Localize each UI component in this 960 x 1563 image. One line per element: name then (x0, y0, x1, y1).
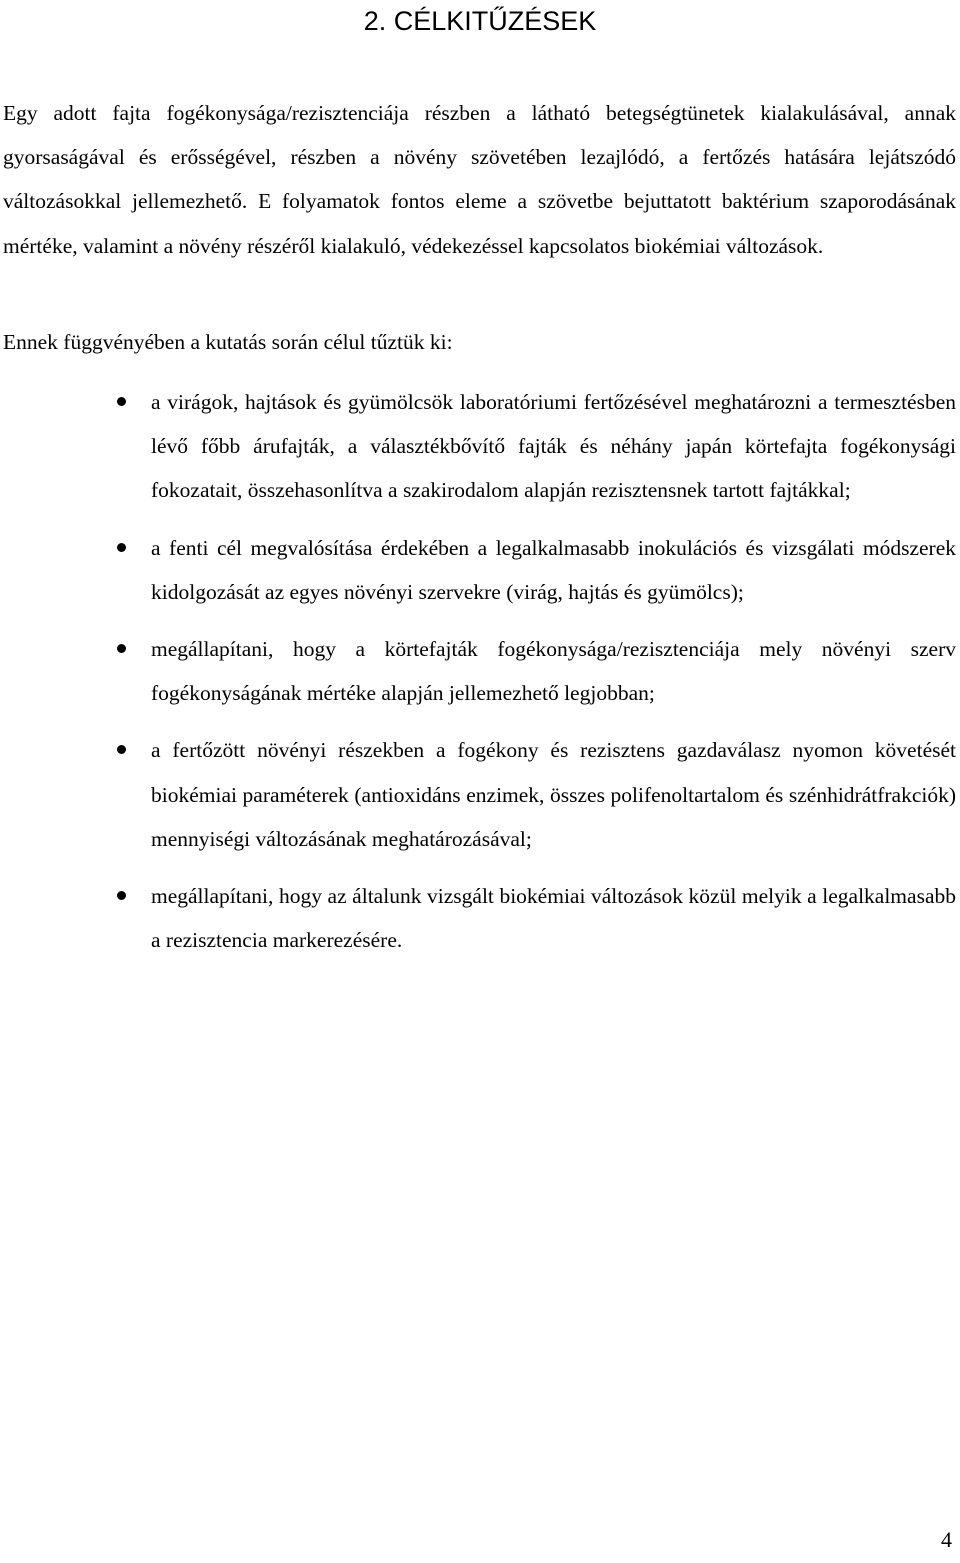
objectives-list (0, 380, 960, 962)
intro-paragraph: Egy adott fajta fogékonysága/rezisztenciája részben a látható betegségtünetek kialakulásával, annak gyorsaságával és erősségével, részben a növény szövetében lezajlódó, a fertőzés hatására lejátszódó változásokkal jellemezhető. E folyamatok fontos eleme a szövetbe bejuttatott baktérium szaporodásának mértéke, valamint a növény részéről kialakuló, védekezéssel kapcsolatos biokémiai változások. (3, 101, 956, 258)
list-item-text: a fertőzött növényi részekben a fogékony és rezisztens gazdaválasz nyomon követését biokémiai paraméterek (antioxidáns enzimek, összes polifenoltartalom és szénhidrátfrakciók) mennyiségi változásának meghatározásával; (151, 738, 956, 851)
bullet-icon (117, 397, 126, 406)
list-item (0, 874, 960, 962)
list-item (0, 728, 960, 861)
bullet-icon (117, 543, 126, 552)
bullet-icon (117, 745, 126, 754)
list-item-text: a virágok, hajtások és gyümölcsök laboratóriumi fertőzésével meghatározni a termesztésben lévő főbb árufajták, a választékbővítő fajták és néhány japán körtefajta fogékonysági fokozatait, összehasonlítva a szakirodalom alapján rezisztensnek tartott fajtákkal; (151, 390, 956, 503)
list-item (0, 627, 960, 715)
list-item-text: a fenti cél megvalósítása érdekében a legalkalmasabb inokulációs és vizsgálati módszerek kidolgozását az egyes növényi szervekre (virág, hajtás és gyümölcs); (151, 535, 956, 604)
bullet-icon (117, 644, 126, 653)
list-item (0, 526, 960, 614)
list-item-text: megállapítani, hogy az általunk vizsgált biokémiai változások közül melyik a legalkalmasabb a rezisztencia markerezésére. (151, 884, 956, 953)
page-number: 4 (941, 1527, 952, 1552)
bullet-icon (117, 891, 126, 900)
section-heading: 2. CÉLKITŰZÉSEK (363, 6, 597, 36)
objectives-intro: Ennek függvényében a kutatás során célul tűztük ki: (3, 330, 453, 354)
list-item-text: megállapítani, hogy a körtefajták fogékonysága/rezisztenciája mely növényi szerv fogékonyságának mértéke alapján jellemezhető legjobban; (151, 637, 956, 706)
list-item (0, 380, 960, 513)
